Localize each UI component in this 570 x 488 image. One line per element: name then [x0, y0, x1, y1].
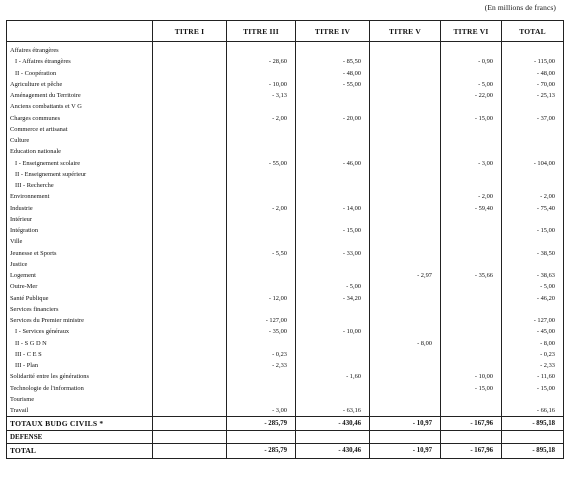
table-row — [7, 383, 564, 394]
row-value — [370, 326, 441, 337]
row-value — [370, 169, 441, 180]
row-label: Culture — [7, 135, 153, 146]
row-value — [153, 383, 227, 394]
row-value: - 38,63 — [502, 270, 564, 281]
row-value — [153, 371, 227, 382]
row-value — [370, 113, 441, 124]
row-value: - 20,00 — [296, 113, 370, 124]
table-row — [7, 349, 564, 360]
table-row — [7, 180, 564, 191]
row-value — [227, 214, 296, 225]
row-value — [153, 315, 227, 326]
row-value: - 35,00 — [227, 326, 296, 337]
row-value — [370, 360, 441, 371]
row-value — [502, 394, 564, 405]
row-value — [153, 225, 227, 236]
row-value — [153, 281, 227, 292]
row-value: - 0,90 — [441, 56, 502, 67]
row-value — [153, 180, 227, 191]
row-value: - 3,00 — [227, 405, 296, 417]
row-label: Services du Premier ministre — [7, 315, 153, 326]
row-value: - 10,00 — [227, 79, 296, 90]
row-value: - 25,13 — [502, 90, 564, 101]
header-titre-iii: TITRE III — [227, 21, 296, 42]
row-value — [370, 236, 441, 247]
row-value — [441, 394, 502, 405]
row-label: Industrie — [7, 203, 153, 214]
row-value — [227, 431, 296, 444]
table-row — [7, 326, 564, 337]
table-row — [7, 135, 564, 146]
row-value: - 10,97 — [370, 444, 441, 459]
row-label: TOTAL — [7, 444, 153, 459]
table-row — [7, 101, 564, 112]
row-value — [441, 281, 502, 292]
table-row — [7, 444, 564, 459]
row-value — [370, 68, 441, 79]
row-value — [441, 214, 502, 225]
row-value — [370, 135, 441, 146]
row-label: Justice — [7, 259, 153, 270]
row-value — [441, 124, 502, 135]
row-label: III - C E S — [7, 349, 153, 360]
row-value: - 34,20 — [296, 293, 370, 304]
row-value — [296, 236, 370, 247]
row-value — [502, 135, 564, 146]
row-value — [296, 270, 370, 281]
row-value — [370, 42, 441, 57]
row-label: Intégration — [7, 225, 153, 236]
row-value — [153, 158, 227, 169]
row-label: III - Recherche — [7, 180, 153, 191]
row-value: - 63,16 — [296, 405, 370, 417]
table-row — [7, 79, 564, 90]
row-label: II - Coopération — [7, 68, 153, 79]
row-value — [441, 42, 502, 57]
row-label: Charges communes — [7, 113, 153, 124]
row-label: Intérieur — [7, 214, 153, 225]
row-value — [370, 304, 441, 315]
row-label: Commerce et artisanat — [7, 124, 153, 135]
row-value — [502, 146, 564, 157]
row-value — [370, 431, 441, 444]
table-row — [7, 270, 564, 281]
row-value: - 10,00 — [441, 371, 502, 382]
row-value: - 85,50 — [296, 56, 370, 67]
row-value — [370, 371, 441, 382]
row-label: III - Plan — [7, 360, 153, 371]
row-value — [441, 259, 502, 270]
row-label: TOTAUX BUDG CIVILS * — [7, 417, 153, 431]
row-value — [370, 349, 441, 360]
row-value — [153, 293, 227, 304]
row-value — [370, 225, 441, 236]
row-value — [296, 124, 370, 135]
row-value: - 15,00 — [502, 383, 564, 394]
row-value: - 5,00 — [502, 281, 564, 292]
row-value — [296, 304, 370, 315]
row-value: - 127,00 — [502, 315, 564, 326]
row-value — [502, 259, 564, 270]
row-value — [441, 68, 502, 79]
table-row — [7, 281, 564, 292]
row-value: - 115,00 — [502, 56, 564, 67]
row-value: - 75,40 — [502, 203, 564, 214]
row-value: - 2,00 — [227, 203, 296, 214]
row-value — [153, 113, 227, 124]
row-value — [370, 214, 441, 225]
row-value: - 10,97 — [370, 417, 441, 431]
row-value — [153, 42, 227, 57]
row-value — [502, 304, 564, 315]
header-row — [7, 21, 564, 42]
row-value — [370, 79, 441, 90]
row-value: - 70,00 — [502, 79, 564, 90]
table-row — [7, 360, 564, 371]
row-value — [370, 383, 441, 394]
row-value: - 48,00 — [296, 68, 370, 79]
row-value — [227, 124, 296, 135]
row-value: - 55,00 — [296, 79, 370, 90]
row-value — [370, 203, 441, 214]
row-value — [227, 236, 296, 247]
row-value — [296, 90, 370, 101]
row-value: - 167,96 — [441, 444, 502, 459]
row-label: II - Enseignement supérieur — [7, 169, 153, 180]
table-row — [7, 417, 564, 431]
row-value — [441, 293, 502, 304]
row-label: Technologie de l'information — [7, 383, 153, 394]
table-row — [7, 405, 564, 417]
row-value: - 8,00 — [370, 338, 441, 349]
row-value — [153, 56, 227, 67]
row-value — [153, 444, 227, 459]
table-row — [7, 42, 564, 57]
row-value: - 35,66 — [441, 270, 502, 281]
row-value — [227, 371, 296, 382]
table-row — [7, 124, 564, 135]
row-value: - 48,00 — [502, 68, 564, 79]
row-value: - 12,00 — [227, 293, 296, 304]
row-value: - 46,00 — [296, 158, 370, 169]
table-row — [7, 56, 564, 67]
table-row — [7, 214, 564, 225]
row-value — [441, 248, 502, 259]
row-value — [502, 431, 564, 444]
table-row — [7, 203, 564, 214]
row-value: - 2,00 — [441, 191, 502, 202]
table-row — [7, 90, 564, 101]
row-value — [441, 236, 502, 247]
row-value — [502, 180, 564, 191]
table-row — [7, 338, 564, 349]
row-value: - 22,00 — [441, 90, 502, 101]
row-value — [153, 236, 227, 247]
row-value — [153, 124, 227, 135]
row-value — [227, 146, 296, 157]
row-value: - 2,00 — [502, 191, 564, 202]
row-value — [296, 431, 370, 444]
row-value — [370, 124, 441, 135]
row-value — [370, 405, 441, 417]
row-value: - 0,23 — [502, 349, 564, 360]
table-row — [7, 158, 564, 169]
row-value — [296, 360, 370, 371]
row-label: II - S G D N — [7, 338, 153, 349]
row-value: - 2,33 — [227, 360, 296, 371]
row-value — [296, 383, 370, 394]
row-value: - 55,00 — [227, 158, 296, 169]
row-value — [153, 304, 227, 315]
row-label: Education nationale — [7, 146, 153, 157]
row-value — [296, 180, 370, 191]
row-value — [441, 180, 502, 191]
row-label: Ville — [7, 236, 153, 247]
row-label: Santé Publique — [7, 293, 153, 304]
row-value: - 285,79 — [227, 417, 296, 431]
row-label: Aménagement du Territoire — [7, 90, 153, 101]
row-label: I - Services généraux — [7, 326, 153, 337]
row-value: - 66,16 — [502, 405, 564, 417]
row-value — [296, 169, 370, 180]
row-value — [370, 293, 441, 304]
row-value — [153, 191, 227, 202]
row-value: - 285,79 — [227, 444, 296, 459]
row-value: - 2,00 — [227, 113, 296, 124]
row-value — [296, 259, 370, 270]
table-row — [7, 293, 564, 304]
credits-table — [6, 20, 564, 459]
row-value: - 5,50 — [227, 248, 296, 259]
row-label: Outre-Mer — [7, 281, 153, 292]
row-value: - 3,00 — [441, 158, 502, 169]
row-value: - 1,60 — [296, 371, 370, 382]
row-value — [227, 338, 296, 349]
row-value — [227, 394, 296, 405]
row-value — [370, 158, 441, 169]
row-value — [153, 270, 227, 281]
row-value — [227, 225, 296, 236]
table-row — [7, 191, 564, 202]
row-value — [441, 101, 502, 112]
row-value — [153, 90, 227, 101]
row-value — [153, 79, 227, 90]
table-row — [7, 394, 564, 405]
row-value: - 15,00 — [441, 383, 502, 394]
row-value — [296, 191, 370, 202]
row-value — [296, 214, 370, 225]
row-value — [153, 248, 227, 259]
row-value — [502, 42, 564, 57]
row-value — [153, 146, 227, 157]
row-value — [296, 146, 370, 157]
row-value — [370, 180, 441, 191]
row-value — [370, 248, 441, 259]
row-value: - 2,97 — [370, 270, 441, 281]
table-row — [7, 248, 564, 259]
row-value — [153, 394, 227, 405]
row-value — [441, 326, 502, 337]
row-value — [227, 68, 296, 79]
row-value — [296, 338, 370, 349]
row-value — [441, 315, 502, 326]
row-value: - 3,13 — [227, 90, 296, 101]
row-value — [441, 338, 502, 349]
row-value — [502, 236, 564, 247]
row-value: - 895,18 — [502, 444, 564, 459]
table-row — [7, 371, 564, 382]
table-row — [7, 236, 564, 247]
row-value: - 0,23 — [227, 349, 296, 360]
row-value — [227, 180, 296, 191]
row-value — [441, 169, 502, 180]
row-value: - 59,40 — [441, 203, 502, 214]
row-value: - 104,00 — [502, 158, 564, 169]
row-value — [227, 383, 296, 394]
header-titre-iv: TITRE IV — [296, 21, 370, 42]
table-row — [7, 146, 564, 157]
table-row — [7, 169, 564, 180]
row-value — [502, 101, 564, 112]
row-value: - 895,18 — [502, 417, 564, 431]
row-value — [370, 90, 441, 101]
header-titre-i: TITRE I — [153, 21, 227, 42]
row-value: - 38,50 — [502, 248, 564, 259]
table-row — [7, 225, 564, 236]
row-value — [153, 405, 227, 417]
row-value — [502, 169, 564, 180]
unit-note: (En millions de francs) — [484, 3, 556, 12]
row-value — [370, 259, 441, 270]
row-value — [370, 315, 441, 326]
row-label: Travail — [7, 405, 153, 417]
row-value — [227, 135, 296, 146]
row-value: - 14,00 — [296, 203, 370, 214]
row-value — [153, 214, 227, 225]
row-label: Services financiers — [7, 304, 153, 315]
row-value — [296, 101, 370, 112]
row-value — [370, 394, 441, 405]
row-value: - 15,00 — [441, 113, 502, 124]
row-label: DEFENSE — [7, 431, 153, 444]
row-value: - 28,60 — [227, 56, 296, 67]
row-value: - 5,00 — [441, 79, 502, 90]
row-value — [296, 315, 370, 326]
table-row — [7, 315, 564, 326]
row-label: Jeunesse et Sports — [7, 248, 153, 259]
row-label: Solidarité entre les générations — [7, 371, 153, 382]
row-value: - 430,46 — [296, 444, 370, 459]
table-row — [7, 259, 564, 270]
row-value — [441, 225, 502, 236]
table-body — [7, 42, 564, 459]
row-value: - 2,33 — [502, 360, 564, 371]
row-value — [153, 68, 227, 79]
row-value — [227, 281, 296, 292]
row-value — [227, 304, 296, 315]
row-value — [153, 417, 227, 431]
row-label: Anciens combattants et V G — [7, 101, 153, 112]
row-value — [441, 135, 502, 146]
row-value — [441, 146, 502, 157]
row-value — [296, 42, 370, 57]
row-value — [441, 349, 502, 360]
row-value — [153, 259, 227, 270]
row-value — [227, 101, 296, 112]
row-value — [441, 431, 502, 444]
row-value: - 8,00 — [502, 338, 564, 349]
row-label: Tourisme — [7, 394, 153, 405]
row-value: - 37,00 — [502, 113, 564, 124]
row-value — [370, 281, 441, 292]
row-value: - 5,00 — [296, 281, 370, 292]
row-value — [370, 146, 441, 157]
row-label: Environnement — [7, 191, 153, 202]
row-value — [227, 169, 296, 180]
row-value — [296, 135, 370, 146]
row-value — [153, 349, 227, 360]
row-value — [502, 124, 564, 135]
row-value — [296, 349, 370, 360]
row-value — [153, 203, 227, 214]
header-titre-vi: TITRE VI — [441, 21, 502, 42]
row-value: - 430,46 — [296, 417, 370, 431]
row-value: - 127,00 — [227, 315, 296, 326]
row-value — [502, 214, 564, 225]
row-value — [153, 135, 227, 146]
header-total: TOTAL — [502, 21, 564, 42]
row-value — [441, 304, 502, 315]
row-label: I - Enseignement scolaire — [7, 158, 153, 169]
row-value: - 167,96 — [441, 417, 502, 431]
row-value — [227, 270, 296, 281]
row-value — [370, 56, 441, 67]
row-label: Logement — [7, 270, 153, 281]
row-value: - 33,00 — [296, 248, 370, 259]
row-value — [153, 101, 227, 112]
header-titre-v: TITRE V — [370, 21, 441, 42]
table-row — [7, 304, 564, 315]
row-value — [441, 405, 502, 417]
row-label: Affaires étrangères — [7, 42, 153, 57]
row-value — [153, 360, 227, 371]
row-value — [227, 42, 296, 57]
row-label: Agriculture et pêche — [7, 79, 153, 90]
table-row — [7, 68, 564, 79]
row-value: - 11,60 — [502, 371, 564, 382]
row-value: - 10,00 — [296, 326, 370, 337]
row-label: I - Affaires étrangères — [7, 56, 153, 67]
row-value: - 45,00 — [502, 326, 564, 337]
row-value — [227, 191, 296, 202]
row-value: - 15,00 — [296, 225, 370, 236]
table-row — [7, 431, 564, 444]
row-value — [153, 169, 227, 180]
table-row — [7, 113, 564, 124]
header-label-column — [7, 21, 153, 42]
row-value — [153, 431, 227, 444]
row-value — [370, 101, 441, 112]
row-value — [227, 259, 296, 270]
row-value: - 46,20 — [502, 293, 564, 304]
row-value — [296, 394, 370, 405]
row-value — [153, 338, 227, 349]
row-value — [370, 191, 441, 202]
row-value — [153, 326, 227, 337]
row-value — [441, 360, 502, 371]
row-value: - 15,00 — [502, 225, 564, 236]
